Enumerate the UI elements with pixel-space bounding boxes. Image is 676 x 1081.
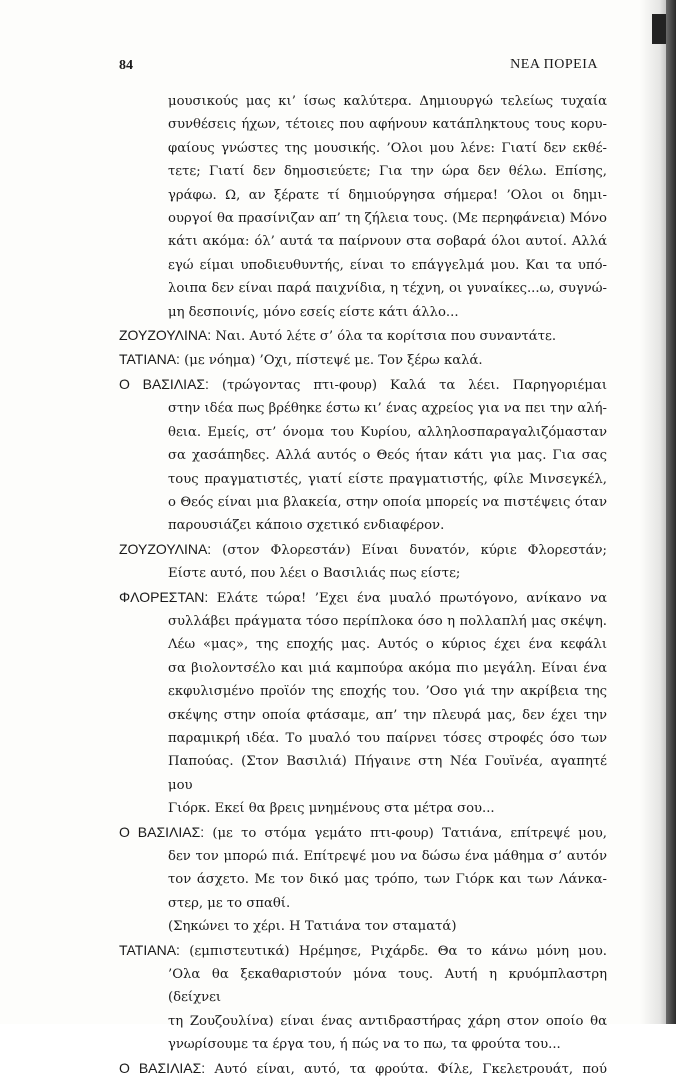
- dialogue-text-line: [119, 113, 607, 136]
- line-text: μουσικούς μας κι’ ίσως καλύτερα. Δημιουργώ τελείως τυχαία: [168, 94, 607, 109]
- running-head-title: ΝΕΑ ΠΟΡΕΙΑ: [510, 57, 598, 72]
- line-text: Λέω «μας», της εποχής μας. Αυτός ο κύριος έχει ένα κεφάλι: [168, 637, 607, 653]
- dialogue-text-line: [119, 610, 607, 633]
- dialogue-text-line: [119, 657, 607, 680]
- dialogue-text-line: [119, 277, 607, 300]
- line-text: συλλάβει πράγματα τόσο περίπλοκα όσο η πολλαπλή μας σκέψη.: [168, 613, 607, 629]
- line-text: σα χασάπηδες. Αλλά αυτός ο Θεός ήταν κάτι για μας. Για σας: [168, 448, 607, 464]
- line-text: τη Ζουζουλίνα) είναι ένας αντιδραστήρας χάρη στον οποίο θα: [168, 1013, 607, 1029]
- line-text: στην ιδέα πως βρέθηκε έστω κι’ ένας αχρείος για να πει την αλή-: [168, 401, 607, 417]
- dialogue-text-line: [119, 1033, 607, 1056]
- dialogue-speaker-line: [119, 1057, 607, 1081]
- line-text: ’Ολα θα ξεκαθαριστούν μόνα τους. Αυτή η κρυόμπλαστρη (δείχνει: [168, 967, 607, 1006]
- dialogue-text-line: [119, 680, 607, 703]
- line-text: (εμπιστευτικά) Ηρέμησε, Ριχάρδε. Θα το κάνω μόνη μου.: [189, 943, 608, 959]
- speaker-name: Ο ΒΑΣΙΛΙΑΣ:: [119, 1059, 206, 1076]
- line-text: συνθέσεις ήχων, τέτοιες που αφήνουν κατάπληκτους τους κορυ-: [168, 117, 607, 133]
- line-text: σκέψης στην οποία φτάσαμε, απ’ την πλευρά μας, δεν έχει την: [168, 707, 607, 723]
- line-text: μη δεσποινίς, μόνο εσείς είστε κάτι άλλο...: [168, 304, 459, 320]
- dialogue-text-line: [119, 1010, 607, 1033]
- line-text: ο Θεός είναι μια βλακεία, στην οποία μπορείς να πιστέψεις όταν: [168, 494, 607, 510]
- dialogue-text-line: [119, 963, 607, 1010]
- dialogue-text-line: [119, 562, 607, 585]
- dialogue-text-line: [119, 254, 607, 277]
- dialogue-text-line: [119, 704, 607, 727]
- speaker-name: ΦΛΟΡΕΣΤΑΝ:: [119, 588, 209, 605]
- line-text: Αυτό είναι, αυτό, τα φρούτα. Φίλε, Γκελετρουάτ, πού: [214, 1061, 607, 1077]
- dialogue-text-line: [119, 301, 607, 324]
- line-text: εκφυλισμένο προϊόν της εποχής του. ’Οσο γιά την ακρίβεια της: [168, 684, 607, 700]
- line-text: γνωρίσουμε τα έργα του, ή πώς να το πω, τα φρούτα του...: [168, 1037, 561, 1053]
- page-edge-notch: [652, 14, 666, 44]
- line-text: (Σηκώνει το χέρι. Η Τατιάνα τον σταματά): [168, 919, 457, 935]
- line-text: Είστε αυτό, που λέει ο Βασιλιάς πως είστε;: [168, 566, 461, 582]
- line-text: ουργοί θα πρασίνιζαν απ’ τη ζήλεια τους. (Με περηφάνεια) Μόνο: [168, 211, 607, 227]
- line-text: παρουσιάζει κάποιο σχετικό ενδιαφέρον.: [168, 518, 445, 534]
- dialogue-text-line: [119, 137, 607, 160]
- line-text: γράφω. Ω, αν ξέρατε τί δημιούργησα σήμερα! ’Ολοι οι δημι-: [168, 187, 607, 203]
- speaker-name: ΤΑΤΙΑΝΑ:: [119, 351, 180, 368]
- line-text: (με νόημα) ’Οχι, πίστεψέ με. Τον ξέρω καλά.: [184, 353, 483, 369]
- dialogue-text-line: [119, 444, 607, 467]
- play-text-block: [119, 90, 607, 1081]
- line-text: σα βιολοντσέλο και μιά καμπούρα ακόμα πιο μεγάλη. Είναι ένα: [168, 660, 607, 676]
- dialogue-text-line: [119, 468, 607, 491]
- dialogue-text-line: [119, 915, 607, 938]
- line-text: εγώ είμαι υποδιευθυντής, είναι το επάγγελμά μου. Και τα υπό-: [168, 257, 607, 273]
- dialogue-text-line: [119, 491, 607, 514]
- speaker-name: ΖΟΥΖΟΥΛΙΝΑ:: [119, 327, 212, 344]
- line-text: τετε; Γιατί δεν δημοσιεύετε; Για την ώρα δεν θέλω. Επίσης,: [168, 164, 607, 180]
- line-text: φαίους γνώστες της μουσικής. ’Ολοι μου λένε: Γιατί δεν εκθέ-: [168, 140, 607, 156]
- line-text: δεν τον μπορώ πιά. Επίτρεψέ μου να δώσω ένα μάθημα σ’ αυτόν: [168, 849, 607, 864]
- page-edge-binding: [666, 0, 676, 1024]
- dialogue-text-line: [119, 90, 607, 113]
- dialogue-text-line: [119, 727, 607, 750]
- dialogue-text-line: [119, 160, 607, 183]
- dialogue-text-line: [119, 514, 607, 537]
- dialogue-text-line: [119, 397, 607, 420]
- line-text: Παπούας. (Στον Βασιλιά) Πήγαινε στη Νέα Γουϊνέα, αγαπητέ μου: [168, 754, 607, 793]
- dialogue-text-line: [119, 230, 607, 253]
- speaker-name: Ο ΒΑΣΙΛΙΑΣ:: [119, 375, 209, 392]
- dialogue-speaker-line: [119, 939, 607, 963]
- speaker-name: Ο ΒΑΣΙΛΙΑΣ:: [119, 823, 205, 840]
- line-text: (με το στόμα γεμάτο πτι-φουρ) Τατιάνα, επίτρεψέ μου,: [212, 825, 607, 841]
- dialogue-speaker-line: [119, 324, 607, 348]
- speaker-name: ΤΑΤΙΑΝΑ:: [119, 941, 180, 958]
- line-text: θεια. Εμείς, στ’ όνομα του Κυρίου, αλληλοσπαραγαλιζόμασταν: [168, 424, 607, 440]
- line-text: (στον Φλορεστάν) Είναι δυνατόν, κύριε Φλορεστάν;: [222, 542, 607, 558]
- dialogue-speaker-line: [119, 821, 607, 845]
- line-text: παραμικρή ιδέα. Το μυαλό του παίρνει τόσες στροφές όσο των: [168, 730, 607, 746]
- line-text: Ελάτε τώρα! ’Εχει ένα μυαλό πρωτόγονο, ανίκανο να: [216, 590, 607, 606]
- dialogue-text-line: [119, 207, 607, 230]
- dialogue-text-line: [119, 184, 607, 207]
- line-text: Ναι. Αυτό λέτε σ’ όλα τα κορίτσια που συναντάτε.: [215, 329, 557, 345]
- dialogue-speaker-line: [119, 538, 607, 562]
- page-number: 84: [119, 58, 133, 73]
- line-text: τους πραγματιστές, γιατί είστε πραγματιστής, φίλε Μινσεγκέλ,: [168, 471, 607, 487]
- line-text: λοιπα δεν είναι παρά παιχνίδια, η τέχνη, οι γυναίκες...ω, συγνώ-: [168, 281, 607, 297]
- dialogue-speaker-line: [119, 373, 607, 397]
- dialogue-text-line: [119, 750, 607, 797]
- line-text: κάτι ακόμα: όλ’ αυτά τα παίρνουν στα σοβαρά όλοι αυτοί. Αλλά: [168, 234, 607, 250]
- line-text: τον άσχετο. Με τον δικό μας τρόπο, των Γιόρκ και των Λάνκα-: [168, 872, 607, 888]
- dialogue-text-line: [119, 868, 607, 891]
- dialogue-speaker-line: [119, 348, 607, 372]
- dialogue-text-line: [119, 845, 607, 868]
- line-text: (τρώγοντας πτι-φουρ) Καλά τα λέει. Παρηγοριέμαι: [221, 377, 607, 393]
- line-text: στερ, με το σπαθί.: [168, 895, 291, 911]
- dialogue-speaker-line: [119, 586, 607, 610]
- dialogue-text-line: [119, 892, 607, 915]
- speaker-name: ΖΟΥΖΟΥΛΙΝΑ:: [119, 540, 212, 557]
- line-text: Γιόρκ. Εκεί θα βρεις μνημένους στα μέτρα σου...: [168, 801, 495, 817]
- dialogue-text-line: [119, 633, 607, 656]
- dialogue-text-line: [119, 421, 607, 444]
- dialogue-text-line: [119, 797, 607, 820]
